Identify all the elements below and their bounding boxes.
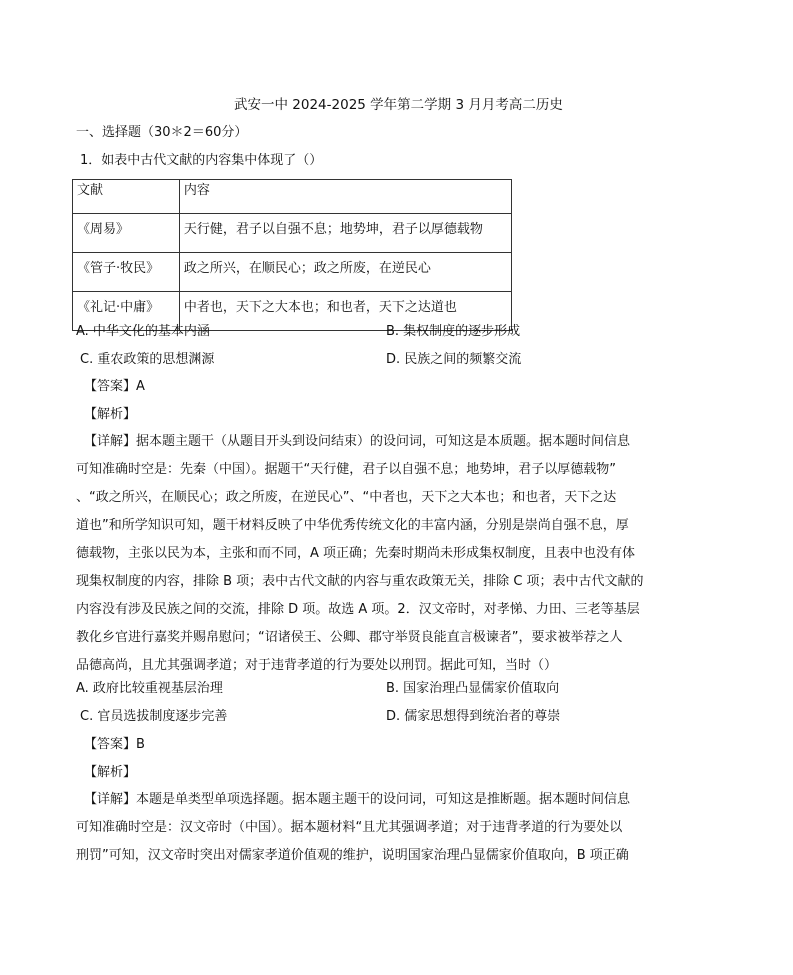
q1-option-a: A. 中华文化的基本内涵 <box>76 324 210 339</box>
table-cell-title: 《周易》 <box>73 214 180 253</box>
paragraph-line: 品德高尚，且尤其强调孝道；对于违背孝道的行为要处以刑罚。据此可知，当时（） <box>76 658 558 673</box>
table-row <box>73 253 512 292</box>
table-cell-content: 天行健，君子以自强不息；地势坤，君子以厚德载物 <box>179 214 511 253</box>
q2-detail-paragraph <box>76 786 676 870</box>
q2-option-d: D. 儒家思想得到统治者的尊崇 <box>386 709 561 724</box>
table-cell-content: 中者也，天下之大本也；和也者，天下之达道也 <box>179 292 511 331</box>
paragraph-line: 现集权制度的内容，排除 B 项；表中古代文献的内容与重农政策无关，排除 C 项；表中古代文献的 <box>76 574 644 589</box>
table-cell-content: 政之所兴，在顺民心；政之所废，在逆民心 <box>179 253 511 292</box>
paragraph-line: 道也”和所学知识可知，题干材料反映了中华优秀传统文化的丰富内涵，分别是崇尚自强不息，厚 <box>76 518 629 533</box>
literature-table <box>72 179 512 331</box>
q1-option-d: D. 民族之间的频繁交流 <box>386 352 522 367</box>
q2-answer: 【答案】B <box>84 737 145 752</box>
table-cell-title: 《管子·牧民》 <box>73 253 180 292</box>
page-title: 武安一中 2024-2025 学年第二学期 3 月月考高二历史 <box>234 97 563 113</box>
q2-analysis-label: 【解析】 <box>84 765 137 780</box>
question-1-stem: 1．如表中古代文献的内容集中体现了（） <box>80 153 323 168</box>
table-header-cell: 文献 <box>73 180 180 214</box>
paragraph-line: 可知准确时空是：先秦（中国）。据题干“天行健，君子以自强不息；地势坤，君子以厚德载物” <box>76 462 616 477</box>
q2-option-c: C. 官员选拔制度逐步完善 <box>80 709 228 724</box>
paragraph-line: 教化乡官进行嘉奖并赐帛慰问；“诏诸侯王、公卿、郡守举贤良能直言极谏者”，要求被举荐之人 <box>76 630 623 645</box>
paragraph-line: 德载物，主张以民为本，主张和而不同，A 项正确；先秦时期尚未形成集权制度，且表中也没有体 <box>76 546 636 561</box>
q1-detail-paragraph <box>76 428 676 680</box>
table-header-cell: 内容 <box>179 180 511 214</box>
q2-option-a: A. 政府比较重视基层治理 <box>76 681 223 696</box>
paragraph-line: 、“政之所兴，在顺民心；政之所废，在逆民心”、“中者也，天下之大本也；和也者，天下之达 <box>76 490 617 505</box>
q1-answer: 【答案】A <box>84 379 145 394</box>
paragraph-line: 【详解】本题是单类型单项选择题。据本题主题干的设问词，可知这是推断题。据本题时间信息 <box>84 792 631 807</box>
paragraph-line: 刑罚”可知，汉文帝时突出对儒家孝道价值观的维护，说明国家治理凸显儒家价值取向，B 项正确 <box>76 848 629 863</box>
q1-option-b: B. 集权制度的逐步形成 <box>386 324 521 339</box>
q1-option-c: C. 重农政策的思想渊源 <box>80 352 215 367</box>
q1-analysis-label: 【解析】 <box>84 407 137 422</box>
section-heading: 一、选择题（30＊2＝60分） <box>76 125 248 140</box>
paragraph-line: 可知准确时空是：汉文帝时（中国）。据本题材料“且尤其强调孝道；对于违背孝道的行为要处以 <box>76 820 623 835</box>
table-row <box>73 214 512 253</box>
q2-option-b: B. 国家治理凸显儒家价值取向 <box>386 681 560 696</box>
table-header-row <box>73 180 512 214</box>
table-cell-title: 《礼记·中庸》 <box>73 292 180 331</box>
paragraph-line: 【详解】据本题主题干（从题目开头到设问结束）的设问词，可知这是本质题。据本题时间信息 <box>84 434 631 449</box>
paragraph-line: 内容没有涉及民族之间的交流，排除 D 项。故选 A 项。2．汉文帝时，对孝悌、力田、三老等基层 <box>76 602 640 617</box>
